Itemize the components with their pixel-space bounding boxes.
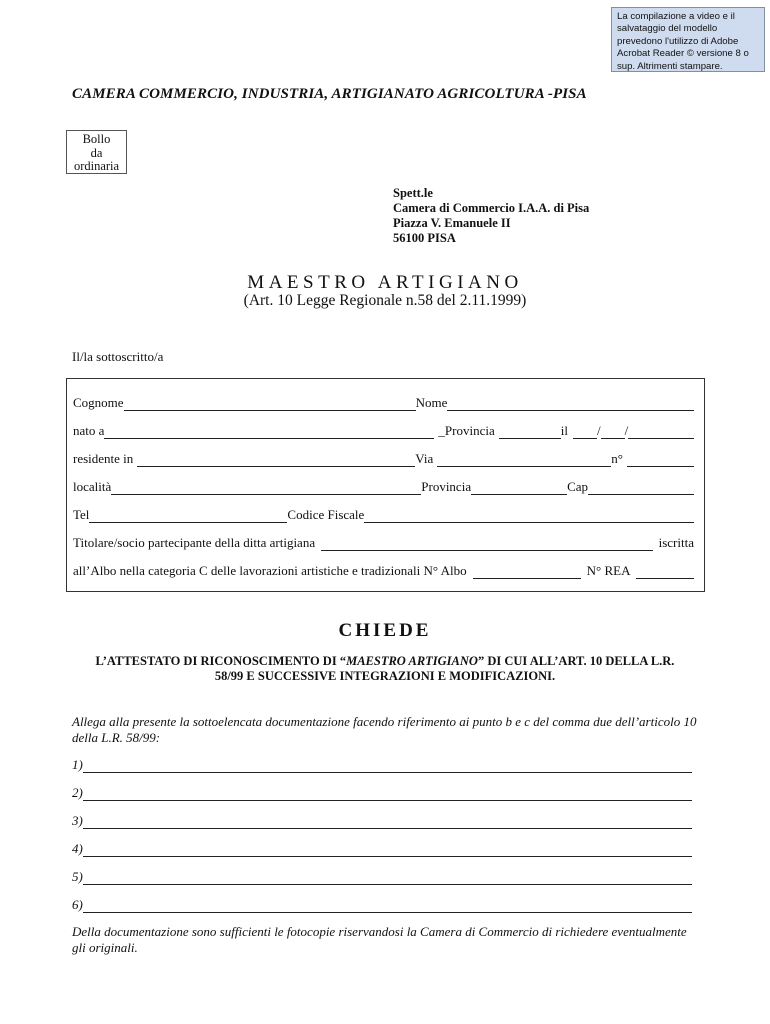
name-label: Nome	[415, 395, 448, 410]
register-number-field[interactable]	[473, 565, 581, 579]
phone-label: Tel	[73, 507, 90, 522]
stamp-line: ordinaria	[73, 159, 120, 173]
attachment-row	[72, 897, 692, 913]
attachment-number: 2)	[72, 785, 83, 800]
attachment-row	[72, 757, 692, 773]
street-number-field[interactable]	[627, 453, 694, 467]
form-row-birth: nato a _Provincia il / /	[73, 423, 694, 439]
statement-text: 58/99 E SUCCESSIVE INTEGRAZIONI E MODIFICAZIONI.	[214, 669, 556, 683]
attachment-number: 6)	[72, 897, 83, 912]
tax-code-field[interactable]	[364, 509, 694, 523]
stamp-line: Bollo	[82, 132, 111, 146]
province-field[interactable]	[471, 481, 567, 495]
tax-code-label: Codice Fiscale	[287, 507, 365, 522]
birth-province-label: _Provincia	[438, 423, 495, 438]
address-line: Camera di Commercio I.A.A. di Pisa	[393, 201, 590, 215]
phone-field[interactable]	[89, 509, 287, 523]
request-statement	[80, 654, 690, 684]
attachment-field[interactable]	[83, 787, 692, 801]
locality-label: località	[73, 479, 112, 494]
address-line: Spett.le	[393, 186, 433, 200]
address-line: 56100 PISA	[393, 231, 456, 245]
attachment-row	[72, 785, 692, 801]
attachment-field[interactable]	[83, 871, 692, 885]
attachment-number: 4)	[72, 841, 83, 856]
form-row-residence	[73, 451, 694, 467]
residence-field[interactable]	[137, 453, 415, 467]
residence-label: residente in	[73, 451, 134, 466]
surname-field[interactable]	[124, 397, 416, 411]
birthplace-label: nato a	[73, 423, 105, 438]
birth-province-field[interactable]	[499, 425, 561, 439]
document-subtitle: (Art. 10 Legge Regionale n.58 del 2.11.1999)	[243, 292, 527, 309]
statement-emphasis: MAESTRO ARTIGIANO	[346, 654, 478, 668]
document-title: MAESTRO ARTIGIANO	[247, 272, 523, 293]
birth-year-field[interactable]	[628, 425, 694, 439]
attachment-field[interactable]	[83, 899, 692, 913]
statement-text: ” DI CUI ALL’ART. 10 DELLA L.R.	[477, 654, 675, 668]
birthplace-field[interactable]	[104, 425, 434, 439]
recipient-address	[393, 186, 589, 246]
name-field[interactable]	[447, 397, 694, 411]
stamp-line: da	[90, 145, 103, 160]
cap-field[interactable]	[588, 481, 694, 495]
street-number-label: n°	[611, 451, 623, 466]
stamp-box	[66, 130, 127, 174]
form-row-locality	[73, 479, 694, 495]
attachment-row	[72, 841, 692, 857]
attachment-field[interactable]	[83, 843, 692, 857]
intro-text: Il/la sottoscritto/a	[72, 349, 164, 364]
locality-field[interactable]	[111, 481, 421, 495]
chamber-heading: CAMERA COMMERCIO, INDUSTRIA, ARTIGIANATO AGRICOLTURA -PISA	[72, 86, 587, 102]
street-label: Via	[415, 451, 434, 466]
attachment-number: 1)	[72, 757, 83, 772]
form-row-company	[73, 535, 694, 551]
attachment-field[interactable]	[83, 815, 692, 829]
acrobat-info-note: La compilazione a video e il salvataggio del modello prevedono l'utilizzo di Adobe Acrobat Reader © versione 8 o sup. Altrimenti stampare.	[611, 7, 765, 72]
province-label: Provincia	[421, 479, 472, 494]
statement-text: L’ATTESTATO DI RICONOSCIMENTO DI “	[95, 654, 347, 668]
form-row-register	[73, 563, 694, 579]
form-row-contacts	[73, 507, 694, 523]
request-heading: CHIEDE	[338, 620, 432, 641]
attachments-intro: Allega alla presente la sottoelencata documentazione facendo riferimento ai punto b e c del comma due dell’articolo 10 della L.R. 58/99:	[72, 714, 697, 745]
cap-label: Cap	[567, 479, 589, 494]
personal-data-form	[66, 378, 705, 592]
rea-field[interactable]	[636, 565, 694, 579]
address-line: Piazza V. Emanuele II	[393, 216, 511, 230]
birth-month-field[interactable]	[601, 425, 625, 439]
street-field[interactable]	[437, 453, 611, 467]
footer-note: Della documentazione sono sufficienti le fotocopie riservandosi la Camera di Commercio di richiedere eventualmente gli originali.	[72, 924, 687, 955]
company-field[interactable]	[321, 537, 653, 551]
attachment-number: 3)	[72, 813, 83, 828]
attachment-field[interactable]	[83, 759, 692, 773]
register-label: all’Albo nella categoria C delle lavorazioni artistiche e tradizionali N° Albo	[73, 563, 467, 578]
form-row-name	[73, 395, 694, 411]
surname-label: Cognome	[73, 395, 124, 410]
attachment-number: 5)	[72, 869, 83, 884]
registered-label: iscritta	[658, 535, 694, 550]
birthdate-label: il	[560, 423, 568, 438]
attachment-row	[72, 813, 692, 829]
birth-day-field[interactable]	[573, 425, 597, 439]
attachment-row	[72, 869, 692, 885]
company-label: Titolare/socio partecipante della ditta artigiana	[73, 535, 316, 550]
rea-label: N° REA	[586, 563, 631, 578]
